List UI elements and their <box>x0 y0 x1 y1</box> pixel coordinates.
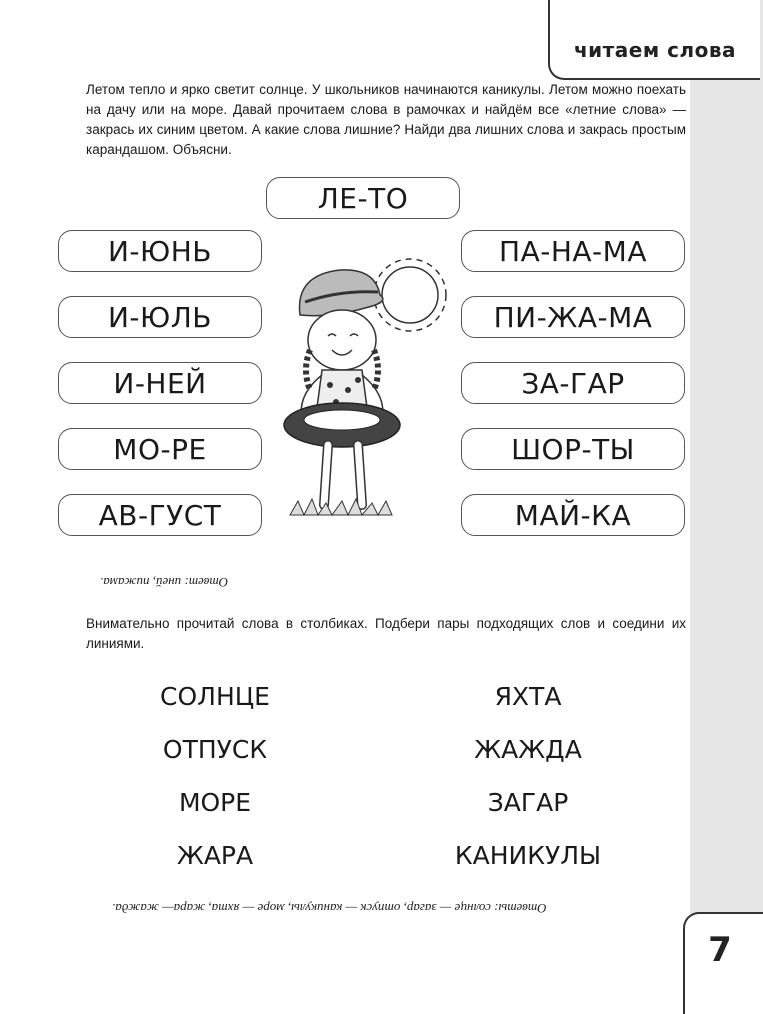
exercise2-answer: Ответы: солнце — загар, отпуск — каникулы, море — яхта, жара— жажда. <box>112 901 547 916</box>
word-box-right-5[interactable]: МАЙ-КА <box>461 494 685 536</box>
right-column-word-4: КАНИКУЛЫ <box>454 841 602 870</box>
exercise2-instructions: Внимательно прочитай слова в столбиках. Подбери пары подходящих слов и соедини их линиями. <box>86 616 686 651</box>
word-box-top[interactable]: ЛЕ-ТО <box>266 177 460 219</box>
word-box-left-5[interactable]: АВ-ГУСТ <box>58 494 262 536</box>
word-box-left-1[interactable]: И-ЮНЬ <box>58 230 262 272</box>
right-column-word-2: ЖАЖДА <box>474 735 582 764</box>
sun-icon <box>374 259 446 331</box>
side-panel <box>690 0 763 1001</box>
word-box-left-3[interactable]: И-НЕЙ <box>58 362 262 404</box>
word-box-left-2[interactable]: И-ЮЛЬ <box>58 296 262 338</box>
exercise1-answer: Ответ: иней, пижама. <box>100 575 229 590</box>
word-box-right-1[interactable]: ПА-НА-МА <box>461 230 685 272</box>
word-box-left-4[interactable]: МО-РЕ <box>58 428 262 470</box>
left-column-word-2: ОТПУСК <box>162 735 268 764</box>
word-box-right-4[interactable]: ШОР-ТЫ <box>461 428 685 470</box>
left-column-word-3: МОРЕ <box>178 788 252 817</box>
word-box-right-3[interactable]: ЗА-ГАР <box>461 362 685 404</box>
page-number: 7 <box>708 930 732 970</box>
girl-summer-illustration <box>270 240 460 540</box>
exercise1-instructions: Летом тепло и ярко светит солнце. У школьников начинаются каникулы. Летом можно поехать на дачу или на море. Давай прочитаем слова в рамочках и найдём все «летние слова» — закрась их синим цветом. А какие слова лишние? Найди два лишних слова и закрась простым карандашом. Объясни. <box>86 82 686 157</box>
right-column-word-1: ЯХТА <box>494 682 562 711</box>
section-title: читаем слова <box>573 38 737 62</box>
word-box-right-2[interactable]: ПИ-ЖА-МА <box>461 296 685 338</box>
left-column-word-4: ЖАРА <box>176 841 254 870</box>
right-column-word-3: ЗАГАР <box>487 788 569 817</box>
left-column-word-1: СОЛНЦЕ <box>160 682 270 711</box>
